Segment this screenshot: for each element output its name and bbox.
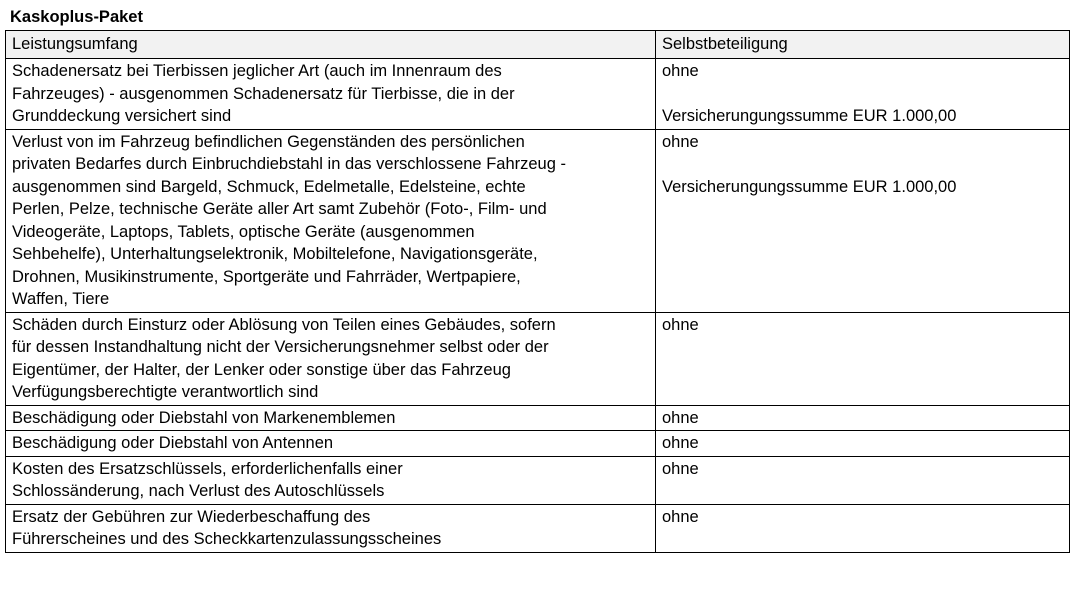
header-deductible: Selbstbeteiligung (656, 31, 1070, 59)
coverage-table (5, 30, 1070, 553)
coverage-cell (6, 431, 656, 457)
coverage-cell (6, 504, 656, 552)
deductible-cell (656, 405, 1070, 431)
coverage-text-line: Beschädigung oder Diebstahl von Antennen (12, 434, 334, 452)
coverage-text-line: Fahrzeuges) - ausgenommen Schadenersatz für Tierbisse, die in der (12, 84, 515, 103)
deductible-cell (656, 312, 1070, 405)
deductible-cell (656, 129, 1070, 312)
coverage-cell (6, 312, 656, 405)
coverage-text-line: Verfügungsberechtigte verantwortlich sind (12, 383, 319, 401)
deductible-cell (656, 504, 1070, 552)
coverage-text-line: Perlen, Pelze, technische Geräte aller Art samt Zubehör (Foto-, Film- und (12, 200, 547, 218)
coverage-text-line: Schlossänderung, nach Verlust des Autoschlüssels (12, 482, 385, 500)
table-row (6, 504, 1070, 552)
coverage-text-line: Schäden durch Einsturz oder Ablösung von Teilen eines Gebäudes, sofern (12, 315, 556, 334)
table-row (6, 431, 1070, 457)
deductible-value: ohne (662, 62, 699, 80)
deductible-cell (656, 456, 1070, 504)
deductible-value: ohne (662, 459, 699, 478)
spacer (662, 153, 1064, 176)
coverage-text-line: Videogeräte, Laptops, Tablets, optische Geräte (ausgenommen (12, 222, 475, 241)
coverage-cell (6, 59, 656, 130)
coverage-cell (6, 129, 656, 312)
deductible-cell (656, 431, 1070, 457)
coverage-text-line: ausgenommen sind Bargeld, Schmuck, Edelmetalle, Edelsteine, echte (12, 177, 526, 196)
deductible-cell (656, 59, 1070, 130)
deductible-value: ohne (662, 315, 699, 334)
insured-sum-value: Versicherungungssumme EUR 1.000,00 (662, 107, 957, 125)
coverage-text-line: Verlust von im Fahrzeug befindlichen Gegenständen des persönlichen (12, 132, 525, 151)
coverage-text-line: Führerscheines und des Scheckkartenzulassungsscheines (12, 530, 442, 548)
table-row (6, 59, 1070, 130)
coverage-text-line: Grunddeckung versichert sind (12, 107, 232, 125)
coverage-text-line: Ersatz der Gebühren zur Wiederbeschaffung des (12, 507, 371, 526)
coverage-text-line: Beschädigung oder Diebstahl von Markenemblemen (12, 408, 396, 427)
deductible-value: ohne (662, 434, 699, 452)
coverage-text-line: Drohnen, Musikinstrumente, Sportgeräte und Fahrräder, Wertpapiere, (12, 267, 521, 286)
coverage-text-line: privaten Bedarfes durch Einbruchdiebstahl in das verschlossene Fahrzeug - (12, 155, 566, 173)
table-row (6, 405, 1070, 431)
spacer (662, 83, 1064, 106)
coverage-text-line: Schadenersatz bei Tierbissen jeglicher Art (auch im Innenraum des (12, 62, 502, 80)
deductible-value: ohne (662, 507, 699, 526)
table-row (6, 456, 1070, 504)
coverage-cell (6, 405, 656, 431)
coverage-text-line: Kosten des Ersatzschlüssels, erforderlichenfalls einer (12, 459, 403, 478)
deductible-value: ohne (662, 132, 699, 151)
header-coverage: Leistungsumfang (6, 31, 656, 59)
table-header-row (6, 31, 1070, 59)
deductible-value: ohne (662, 408, 699, 427)
table-row (6, 312, 1070, 405)
insured-sum-value: Versicherungungssumme EUR 1.000,00 (662, 177, 957, 196)
table-body (6, 59, 1070, 553)
page-title: Kaskoplus-Paket (10, 8, 143, 26)
coverage-text-line: für dessen Instandhaltung nicht der Versicherungsnehmer selbst oder der (12, 338, 549, 356)
coverage-text-line: Waffen, Tiere (12, 290, 110, 308)
coverage-cell (6, 456, 656, 504)
table-row (6, 129, 1070, 312)
coverage-text-line: Eigentümer, der Halter, der Lenker oder sonstige über das Fahrzeug (12, 360, 511, 379)
coverage-text-line: Sehbehelfe), Unterhaltungselektronik, Mobiltelefone, Navigationsgeräte, (12, 245, 538, 263)
